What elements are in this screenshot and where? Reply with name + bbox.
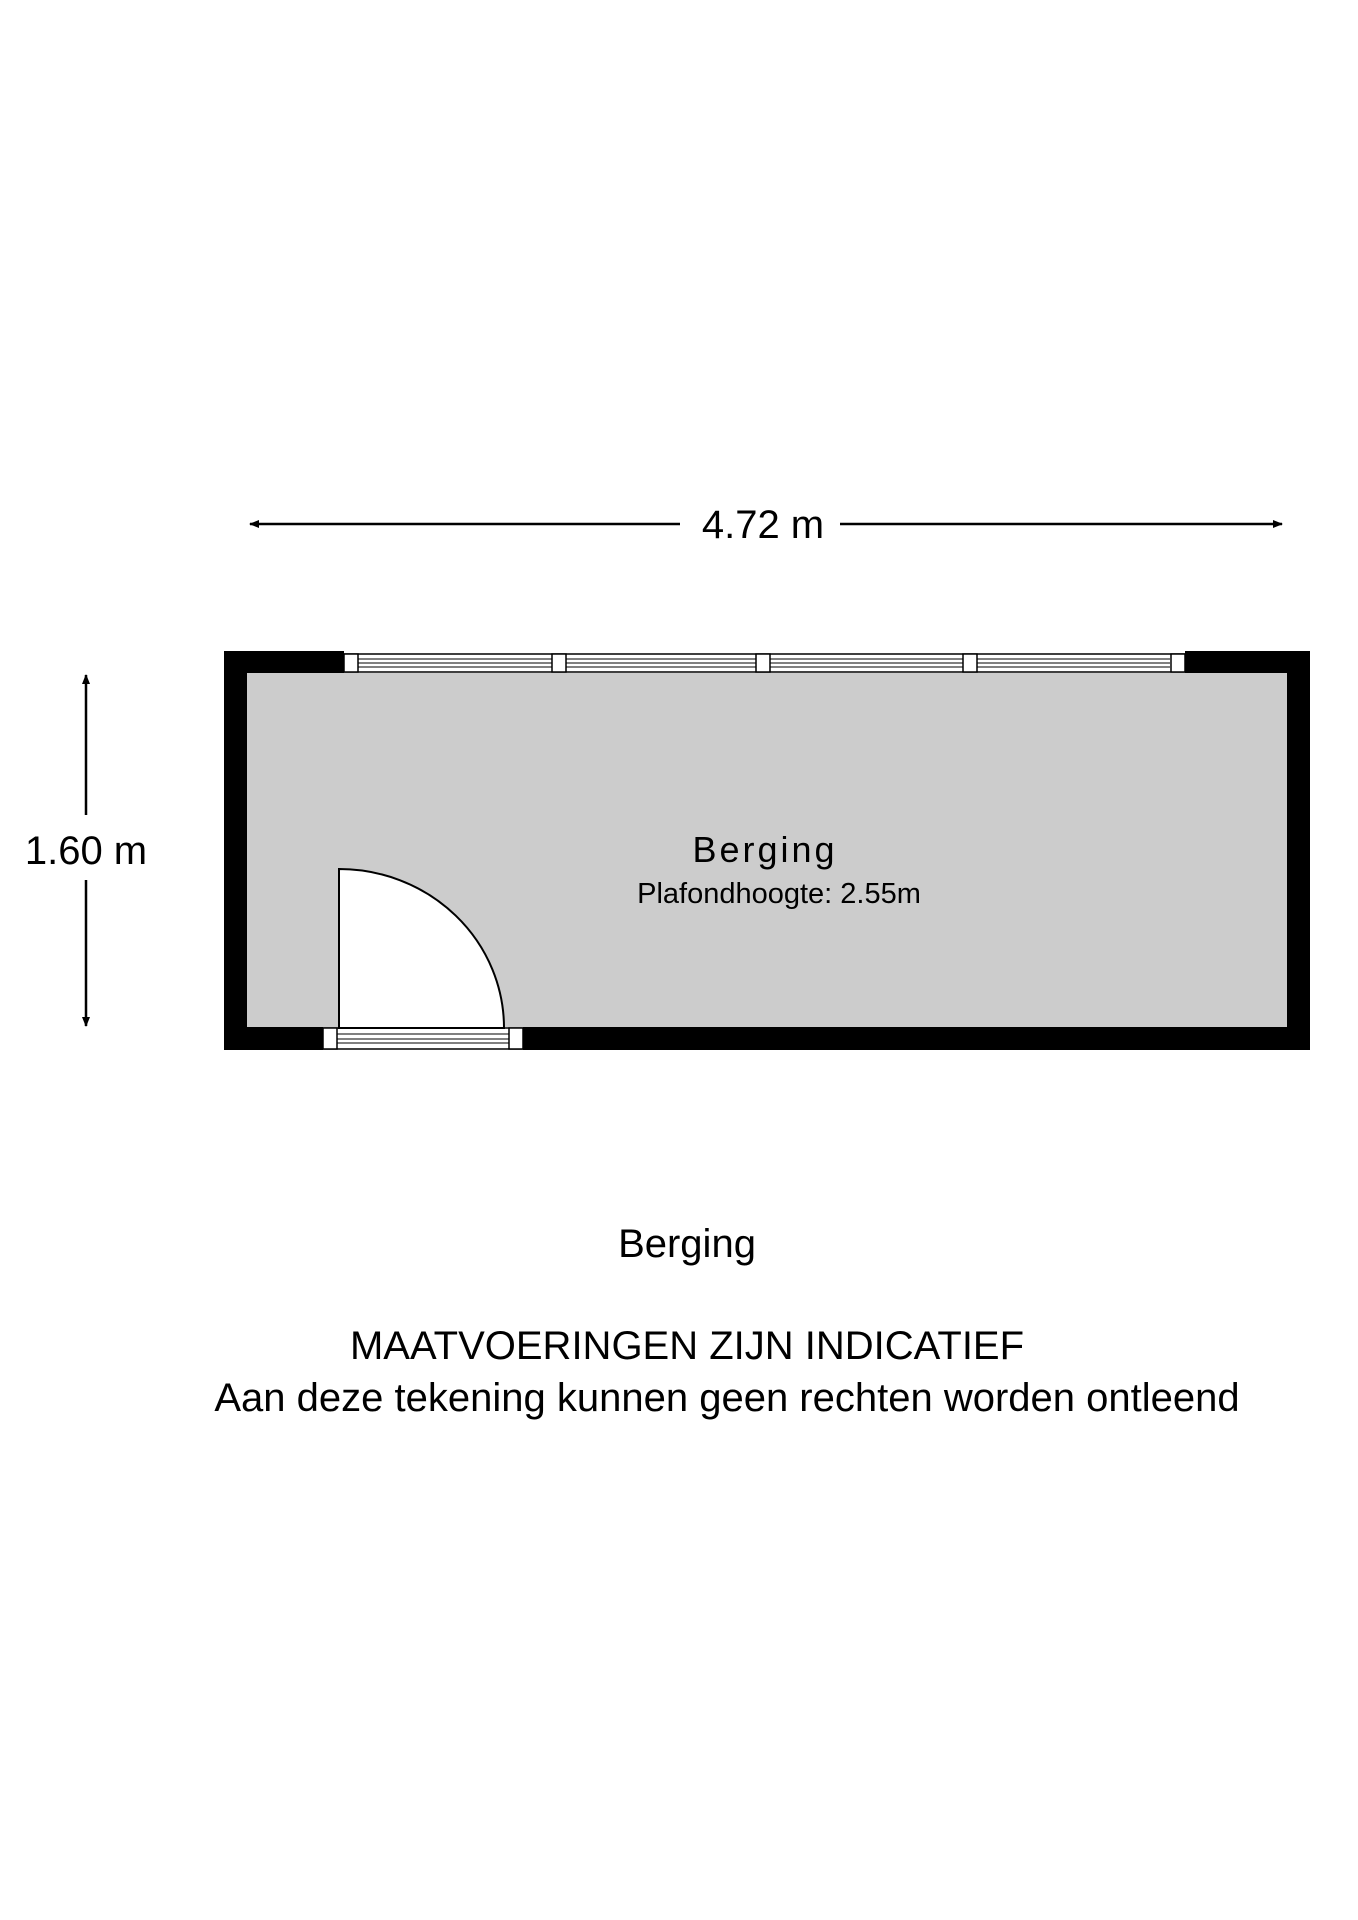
disclaimer <box>0 1320 1358 1424</box>
window-strip <box>344 654 1185 672</box>
disclaimer-line-2: Aan deze tekening kunnen geen rechten worden ontleend <box>214 1376 1240 1420</box>
height-dimension-label: 1.60 m <box>24 829 148 873</box>
window-mullion <box>756 654 770 672</box>
wall-top-right <box>1185 651 1310 673</box>
ceiling-height-label: Plafondhoogte: 2.55m <box>637 878 921 910</box>
room-name-label: Berging <box>692 829 838 870</box>
disclaimer-line-1: MAATVOERINGEN ZIJN INDICATIEF <box>349 1324 1025 1368</box>
window-mullion <box>344 654 358 672</box>
wall-right <box>1287 651 1310 1050</box>
wall-left <box>224 651 247 1050</box>
window-mullion <box>552 654 566 672</box>
width-dimension <box>250 503 1282 547</box>
window-mullion <box>1171 654 1185 672</box>
height-dimension <box>25 675 147 1026</box>
wall-bottom-right <box>523 1027 1310 1050</box>
window-mullion <box>963 654 977 672</box>
width-dimension-label: 4.72 m <box>701 503 825 547</box>
plan-caption-title: Berging <box>618 1222 756 1266</box>
wall-bottom-left <box>224 1027 323 1050</box>
wall-top-left <box>224 651 344 673</box>
